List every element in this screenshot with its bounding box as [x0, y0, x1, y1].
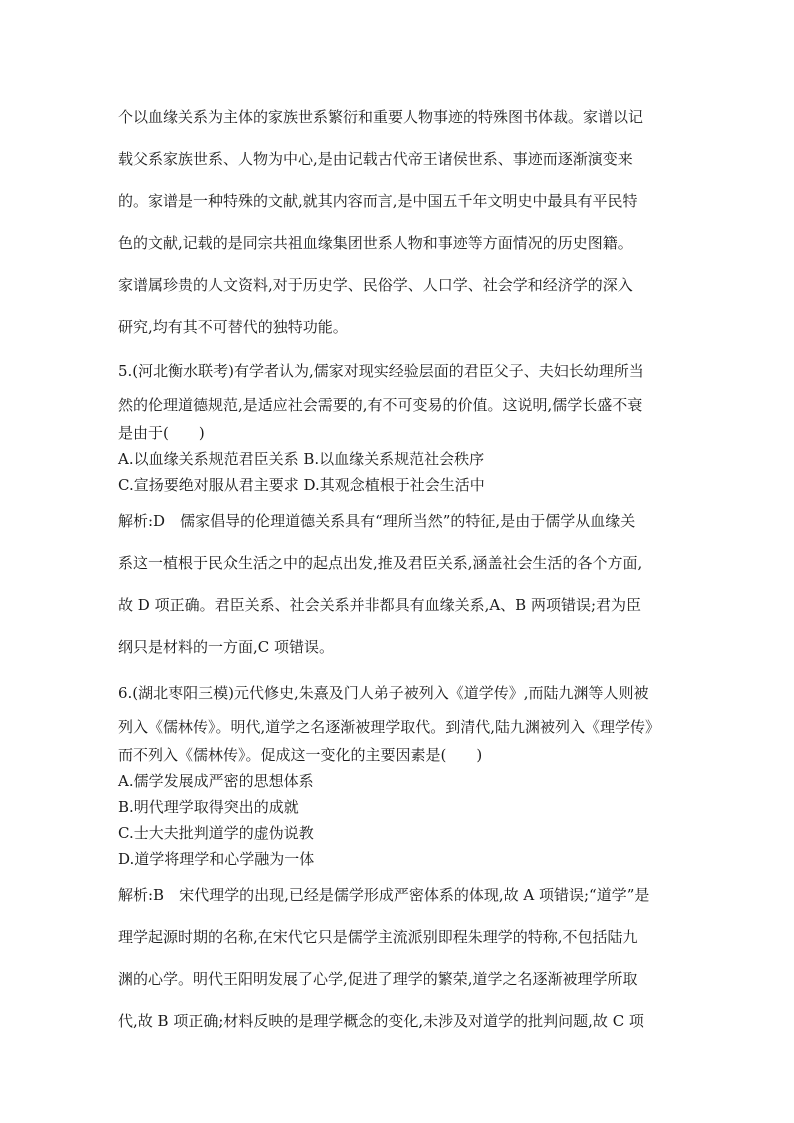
option-line: A.以血缘关系规范君臣关系 B.以血缘关系规范社会秩序 — [118, 450, 485, 468]
intro-line: 的。家谱是一种特殊的文献,就其内容而言,是中国五千年文明史中最具有平民特 — [118, 192, 638, 210]
intro-line: 色的文献,记载的是同宗共祖血缘集团世系人物和事迹等方面情况的历史图籍。 — [118, 234, 633, 252]
analysis-6 — [118, 874, 678, 1042]
question-stem-line: 列入《儒林传》。明代,道学之名逐渐被理学取代。到清代,陆九渊被列入《理学传》 — [118, 718, 661, 736]
intro-line: 个以血缘关系为主体的家族世系繁衍和重要人物事迹的特殊图书体裁。家谱以记 — [118, 108, 644, 126]
question-stem-line: 5.(河北衡水联考)有学者认为,儒家对现实经验层面的君臣父子、夫妇长幼理所当 — [118, 362, 644, 380]
intro-line: 载父系家族世系、人物为中心,是由记载古代帝王诸侯世系、事迹而逐渐演变来 — [118, 150, 633, 168]
question-stem-line: 然的伦理道德规范,是适应社会需要的,有不可变易的价值。这说明,儒学长盛不衰 — [118, 396, 643, 414]
analysis-line: 解析:D 儒家倡导的伦理道德关系具有“理所当然”的特征,是由于儒学从血缘关 — [118, 512, 636, 530]
analysis-line: 代,故 B 项正确;材料反映的是理学概念的变化,未涉及对道学的批判问题,故 C 项 — [118, 1012, 644, 1030]
question-stem-line: 6.(湖北枣阳三模)元代修史,朱熹及门人弟子被列入《道学传》,而陆九渊等人则被 — [118, 684, 649, 702]
intro-line: 研究,均有其不可替代的独特功能。 — [118, 318, 348, 336]
analysis-line: 渊的心学。明代王阳明发展了心学,促进了理学的繁荣,道学之名逐渐被理学所取 — [118, 970, 638, 988]
document-page — [118, 96, 678, 1042]
question-stem-line: 是由于( ) — [118, 424, 205, 442]
analysis-line: 解析:B 宋代理学的出现,已经是儒学形成严密体系的体现,故 A 项错误;“道学”是 — [118, 886, 650, 904]
option-line: C.士大夫批判道学的虚伪说教 — [118, 824, 314, 842]
option-line: B.明代理学取得突出的成就 — [118, 798, 299, 816]
question-stem-line: 而不列入《儒林传》。促成这一变化的主要因素是( ) — [118, 746, 483, 764]
question-5 — [118, 352, 678, 498]
option-line: A.儒学发展成严密的思想体系 — [118, 772, 314, 790]
question-6 — [118, 674, 678, 872]
analysis-5 — [118, 500, 678, 668]
analysis-line: 理学起源时期的名称,在宋代它只是儒学主流派别即程朱理学的特称,不包括陆九 — [118, 928, 638, 946]
analysis-line: 故 D 项正确。君臣关系、社会关系并非都具有血缘关系,A、B 两项错误;君为臣 — [118, 596, 642, 614]
analysis-line: 纲只是材料的一方面,C 项错误。 — [118, 638, 335, 656]
analysis-line: 系这一植根于民众生活之中的起点出发,推及君臣关系,涵盖社会生活的各个方面, — [118, 554, 643, 572]
option-line: D.道学将理学和心学融为一体 — [118, 850, 315, 868]
option-line: C.宣扬要绝对服从君主要求 D.其观念植根于社会生活中 — [118, 476, 485, 494]
intro-paragraph — [118, 96, 678, 348]
intro-line: 家谱属珍贵的人文资料,对于历史学、民俗学、人口学、社会学和经济学的深入 — [118, 276, 633, 294]
